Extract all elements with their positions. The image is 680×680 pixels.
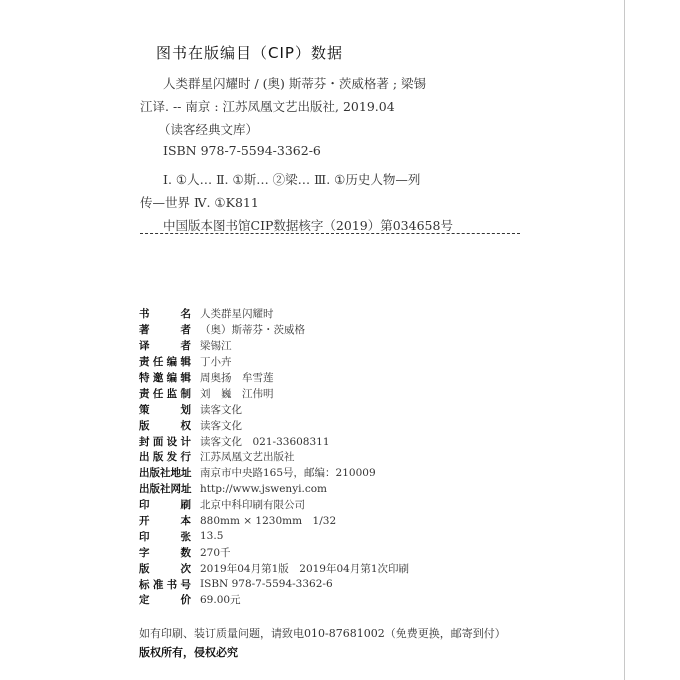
info-label: 著者 — [139, 324, 191, 337]
info-row-printer — [139, 497, 409, 513]
cip-line-4: ISBN 978-7-5594-3362-6 — [163, 143, 321, 158]
info-label: 出版发行 — [139, 451, 191, 464]
info-value: 读客文化 — [200, 403, 242, 416]
info-row-copyright — [139, 417, 409, 433]
info-value: 880mm × 1230mm 1/32 — [200, 515, 337, 528]
cip-line-3: （读客经典文库） — [158, 122, 259, 137]
info-value: 读客文化 — [200, 419, 242, 432]
info-label: 标准书号 — [139, 578, 191, 591]
info-label: 封面设计 — [139, 435, 191, 448]
info-label: 责任编辑 — [139, 356, 191, 369]
info-row-editor — [139, 354, 409, 370]
cip-title: 图书在版编目（CIP）数据 — [156, 44, 343, 62]
info-value: 江苏凤凰文艺出版社 — [200, 451, 295, 464]
info-label: 定价 — [139, 594, 191, 607]
info-value: 人类群星闪耀时 — [200, 308, 274, 321]
info-label: 字数 — [139, 546, 191, 559]
info-label: 策划 — [139, 403, 191, 416]
info-value: 69.00元 — [200, 594, 241, 607]
info-value: 南京市中央路165号，邮编：210009 — [200, 467, 376, 480]
info-value: 北京中科印刷有限公司 — [200, 499, 305, 512]
cip-line-6: 传—世界 Ⅳ. ①K811 — [140, 195, 259, 210]
info-label: 版权 — [139, 419, 191, 432]
info-row-guest-editor — [139, 370, 409, 386]
cip-line-5: Ⅰ. ①人… Ⅱ. ①斯… ②梁… Ⅲ. ①历史人物—列 — [163, 172, 421, 187]
info-row-isbn — [139, 576, 409, 592]
info-label: 译者 — [139, 340, 191, 353]
publication-info-table — [139, 306, 409, 608]
print-quality-notice: 如有印刷、装订质量问题，请致电010-87681002（免费更换，邮寄到付） — [139, 627, 506, 640]
info-label: 出版社网址 — [139, 483, 192, 496]
rights-reserved-text: 版权所有，侵权必究 — [139, 646, 238, 659]
info-value: ISBN 978-7-5594-3362-6 — [200, 578, 333, 591]
info-row-price — [139, 592, 409, 608]
page-edge-rule — [624, 0, 625, 680]
info-row-supervisor — [139, 385, 409, 401]
info-row-word-count — [139, 544, 409, 560]
info-value: http://www.jswenyi.com — [200, 482, 327, 495]
info-value: 读客文化 021-33608311 — [200, 435, 330, 448]
info-value: 2019年04月第1版 2019年04月第1次印刷 — [200, 562, 410, 575]
info-value: 周奥扬 牟雪莲 — [200, 372, 274, 384]
cip-line-1: 人类群星闪耀时 / (奥) 斯蒂芬・茨威格著 ; 梁锡 — [163, 76, 427, 91]
info-row-author — [139, 322, 409, 338]
info-row-format — [139, 513, 409, 529]
info-value: （奥）斯蒂芬・茨威格 — [200, 324, 305, 337]
info-label: 开本 — [139, 515, 191, 528]
info-label: 出版社地址 — [139, 467, 192, 480]
info-label: 特邀编辑 — [139, 372, 191, 384]
info-row-translator — [139, 338, 409, 354]
cip-line-2: 江译. -- 南京 : 江苏凤凰文艺出版社, 2019.04 — [140, 99, 395, 114]
info-row-title — [139, 306, 409, 322]
info-value: 13.5 — [200, 530, 224, 543]
info-label: 印刷 — [139, 499, 191, 512]
info-row-address — [139, 465, 409, 481]
info-value: 梁锡江 — [200, 340, 232, 353]
info-row-sheets — [139, 528, 409, 544]
info-row-cover-design — [139, 433, 409, 449]
info-label: 书名 — [139, 308, 191, 321]
info-value: 270千 — [200, 546, 231, 559]
info-row-publisher — [139, 449, 409, 465]
cip-number-line: 中国版本图书馆CIP数据核字（2019）第034658号 — [163, 218, 453, 233]
info-label: 责任监制 — [139, 387, 191, 400]
info-value: 刘 巍 江伟明 — [200, 387, 274, 400]
info-label: 版次 — [139, 562, 191, 575]
info-value: 丁小卉 — [200, 356, 232, 369]
info-row-planning — [139, 401, 409, 417]
info-row-edition — [139, 560, 409, 576]
info-label: 印张 — [139, 530, 191, 543]
info-row-website — [139, 481, 409, 497]
dashed-divider — [140, 233, 520, 234]
